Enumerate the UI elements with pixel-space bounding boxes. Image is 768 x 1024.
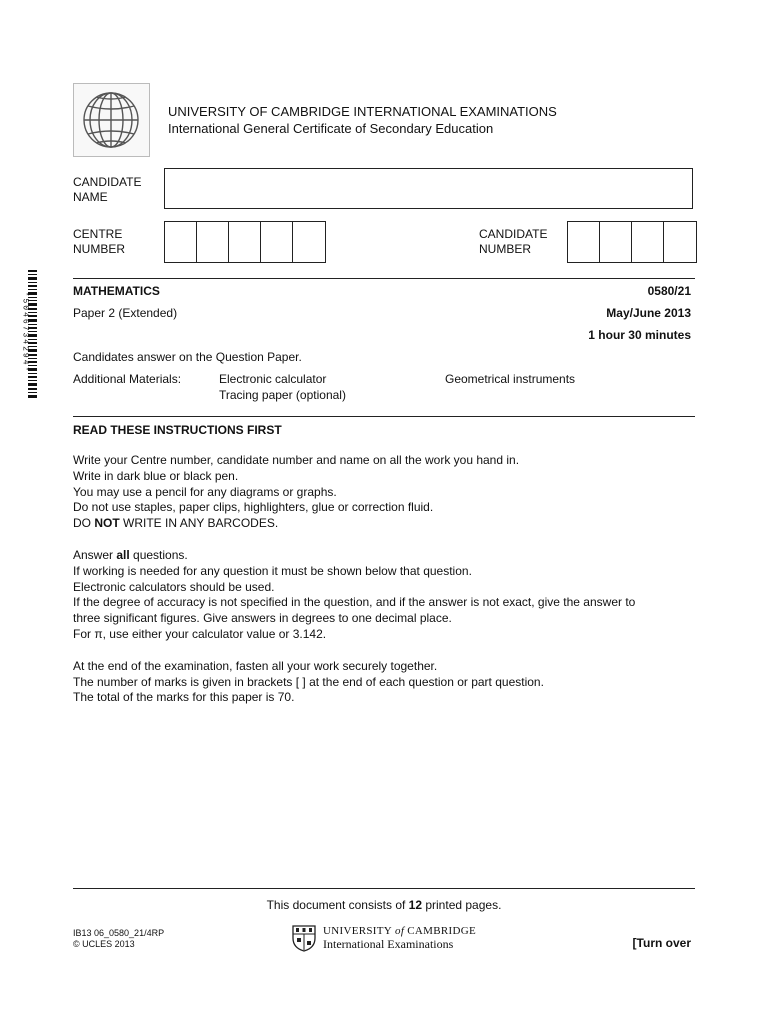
text-span: UNIVERSITY [323,924,392,937]
page-count [0,898,768,912]
barcode [10,270,40,400]
material-instruments: Geometrical instruments [445,372,576,386]
centre-digit-box[interactable] [293,222,325,262]
instruction-line: three significant figures. Give answers in degrees to one decimal place. [73,611,452,626]
document-reference: IB13 06_0580_21/4RP [73,928,165,938]
centre-digit-box[interactable] [197,222,229,262]
material-tracing-paper: Tracing paper (optional) [219,388,346,402]
instruction-line: At the end of the examination, fasten all your work securely together. [73,658,438,673]
paper-code: 0580/21 [647,284,691,298]
text-span: printed pages. [422,898,502,912]
candidate-number-label [479,227,547,257]
text-span: of [392,924,408,937]
divider [73,278,695,279]
instruction-line: You may use a pencil for any diagrams or graphs. [73,484,337,499]
instruction-line: The total of the marks for this paper is 70. [73,690,295,705]
page-count-number: 12 [408,898,423,912]
candidate-name-label [73,175,141,205]
instruction-line: If working is needed for any question it must be shown below that question. [73,563,472,578]
candidate-number-field[interactable] [567,221,697,263]
subject: MATHEMATICS [73,284,160,298]
candidate-digit-box[interactable] [632,222,664,262]
centre-digit-box[interactable] [165,222,197,262]
logo-text [323,925,476,952]
duration: 1 hour 30 minutes [588,328,691,342]
centre-number-label-line2: NUMBER [73,242,126,256]
board-name: UNIVERSITY OF CAMBRIDGE INTERNATIONAL EXAMINATIONS [168,104,557,119]
candidate-digit-box[interactable] [600,222,632,262]
candidate-number-label-line2: NUMBER [479,242,532,256]
globe-icon [74,84,149,156]
barcode-text: *5046734294* [20,291,30,374]
cambridge-logo [291,924,476,952]
instruction-line: Write your Centre number, candidate number and name on all the work you hand in. [73,453,520,467]
text-span: WRITE IN ANY BARCODES. [119,516,279,531]
centre-number-label [73,227,125,257]
text-span: DO [73,516,95,531]
crest-icon [291,924,317,952]
qualification-name: International General Certificate of Secondary Education [168,121,494,136]
logo-line-2: International Examinations [323,936,454,951]
candidate-digit-box[interactable] [568,222,600,262]
instruction-line: Do not use staples, paper clips, highlighters, glue or correction fluid. [73,500,434,515]
logo-line-1 [323,925,476,937]
instruction-line: The number of marks is given in brackets [ ] at the end of each question or part question. [73,674,544,689]
globe-logo [73,83,150,157]
paper-name: Paper 2 (Extended) [73,306,178,320]
text-span: This document consists of [266,898,409,912]
emphasis: all [116,547,130,562]
instruction-line: If the degree of accuracy is not specified in the question, and if the answer is not exact, give the answer to [73,595,636,610]
exam-board-header [168,103,557,137]
text-span: Answer [73,547,117,562]
emphasis: NOT [94,516,120,531]
candidate-name-label-line2: NAME [73,190,108,204]
footer-ref-block [73,928,164,950]
text-span: questions. [129,547,188,562]
divider [73,416,695,417]
centre-number-field[interactable] [164,221,326,263]
centre-number-label-line1: CENTRE [73,227,123,241]
material-calculator: Electronic calculator [219,372,327,386]
materials-label: Additional Materials: [73,372,182,386]
candidate-number-label-line1: CANDIDATE [479,227,548,241]
instructions-heading: READ THESE INSTRUCTIONS FIRST [73,423,282,437]
instruction-line: Write in dark blue or black pen. [73,468,239,483]
text-span: CAMBRIDGE [407,924,476,937]
instruction-line: Electronic calculators should be used. [73,579,275,594]
answer-on-text: Candidates answer on the Question Paper. [73,350,302,364]
centre-digit-box[interactable] [229,222,261,262]
candidate-name-label-line1: CANDIDATE [73,175,142,189]
candidate-name-field[interactable] [164,168,693,209]
candidate-digit-box[interactable] [664,222,696,262]
session: May/June 2013 [606,306,691,320]
copyright: © UCLES 2013 [73,939,135,949]
instructions-body [73,453,695,706]
instruction-line [73,516,695,532]
centre-digit-box[interactable] [261,222,293,262]
instruction-line: For π, use either your calculator value or 3.142. [73,626,327,641]
footer-divider [73,888,695,889]
instruction-line [73,548,695,564]
turn-over: [Turn over [632,936,691,950]
